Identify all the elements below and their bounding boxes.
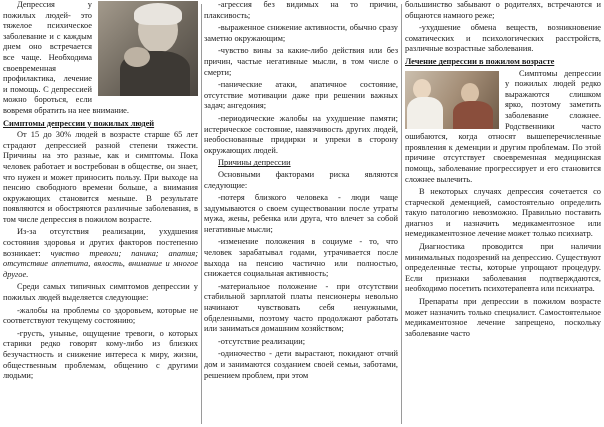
- section-heading-causes: Причины депрессии: [218, 158, 291, 168]
- paragraph: Препараты при депрессии в пожилом возрасте может назначить только специалист. Самостоятельное медикаментозное лечение запрещено, поскольку заболевание часто: [405, 297, 601, 338]
- column-3: [405, 0, 601, 427]
- list-item: -грусть, унынье, ощущение тревоги, о которых старики редко говорят кому-либо из близких безучастность и снижение интереса к миру, жизни, общественным проблемам, общению с другими людьми;: [3, 328, 198, 381]
- list-item: -жалобы на проблемы со здоровьем, которые не соответствуют текущему состоянию;: [3, 305, 198, 326]
- paragraph: Диагностика проводится при наличии минимальных подозрений на депрессию. Существуют определенные тесты, которые упрощают процедуру. Если признаки заболевания подтверждаются, необходимо посетить психотерапевта или психиатра.: [405, 242, 601, 294]
- paragraph: Основными факторами риска являются следующие:: [204, 169, 398, 190]
- paragraph: В некоторых случаях депрессия сочетается со старческой деменцией, самостоятельно определить такую патологию невозможно. Правильно поставить диагноз и назначить медикаментозное или немедикаментозное лечение может только психиатр.: [405, 187, 601, 239]
- paragraph: Среди самых типичных симптомов депрессии у пожилых людей выделяется следующие:: [3, 282, 198, 303]
- list-item: -панические атаки, апатичное состояние, отсутствие мотивации даже при решении важных задач; ангедония;: [204, 80, 398, 111]
- column-divider: [401, 4, 402, 424]
- elderly-woman-photo: [98, 1, 198, 96]
- paragraph: большинство забывают о родителях, встречаются и общаются намного реже;: [405, 0, 601, 20]
- column-divider: [201, 4, 202, 424]
- paragraph: [3, 227, 198, 280]
- list-item: -одиночество - дети вырастают, покидают отчий дом и занимаются созданием своей семьи, заботами, решением проблем, при этом: [204, 349, 398, 380]
- column-1: [3, 0, 198, 427]
- list-item: -ухудшение обмена веществ, возникновение соматических и психологических расстройств, различные возрастные заболевания.: [405, 23, 601, 54]
- list-item: -чувство вины за какие-либо действия или без причин, частые негативные мысли, в том числе о смерти;: [204, 46, 398, 77]
- paragraph-text: Из-за отсутствия реализации, ухудшения состояния здоровья и других факторов постепенно возникает:: [3, 227, 198, 258]
- section-heading-treatment: Лечение депрессии в пожилом возрасте: [405, 56, 555, 66]
- list-item: -агрессия без видимых на то причин, плаксивость;: [204, 0, 398, 20]
- column-2: [204, 0, 398, 427]
- caregiver-photo: [405, 71, 499, 129]
- list-item: -выраженное снижение активности, обычно сразу заметно окружающим;: [204, 23, 398, 43]
- list-item: -материальное положение - при отсутствии стабильной зарплатой платы пенсионеры невольно начинают чувствовать себя ненужными, обделенными, поэтому часто продолжают работать или заниматься домашним хозяйством;: [204, 281, 398, 334]
- list-item: -изменение положения в социуме - то, что человек зарабатывал годами, утрачивается после выхода на пенсию частично или полностью, снижается социальная активность;: [204, 237, 398, 279]
- italic-symptoms: чувство тревоги; паника; апатия; отсутствие аппетита, вялость, внимание и многое другое.: [3, 248, 198, 279]
- section-heading-symptoms: Симптомы депрессии у пожилых людей: [3, 118, 155, 128]
- paragraph: Симптомы депрессии у пожилых людей редко выражаются слишком ярко, поэтому заметить заболевание сложнее. Родственники часто ошибаются, когда относят вышеперечисленные проявления к деменции и другим проблемам. По этой причине отсутствует своевременная медицинская помощь, заболевание прогрессирует и его становится сложнее вылечить.: [405, 68, 601, 184]
- list-item: -потеря близкого человека - люди чаще задумываются о своем существовании после утраты мужа, жены, ребенка или друга, что влечет за собой негативные мысли;: [204, 193, 398, 234]
- list-item: -отсутствие реализации;: [218, 336, 306, 346]
- intro-paragraph: Депрессия у пожилых людей- это тяжелое психическое заболевание и с каждым днем оно встречается все чаще. Необходима своевременная профилактика, лечение и помощь. С депрессией можно бороться, если вовремя обратить на нее внимание.: [3, 0, 129, 115]
- list-item: -периодические жалобы на ухудшение памяти; истерическое состояние, навязчивость других людей, необоснованные придирки и упреки в сторону окружающих людей.: [204, 113, 398, 155]
- paragraph: От 15 до 30% людей в возрасте старше 65 лет страдают депрессией разной степени тяжести. Причины на это разные, как и симптомы. Пока человек работает и востребован в обществе, он знает, что нужен и может приносить пользу. При выходе на пенсию свободного времени больше, а внимания окружающих становится меньше. В результате появляются и обостряются различные заболевания, в том числе депрессия в пожилом возрасте.: [3, 130, 198, 224]
